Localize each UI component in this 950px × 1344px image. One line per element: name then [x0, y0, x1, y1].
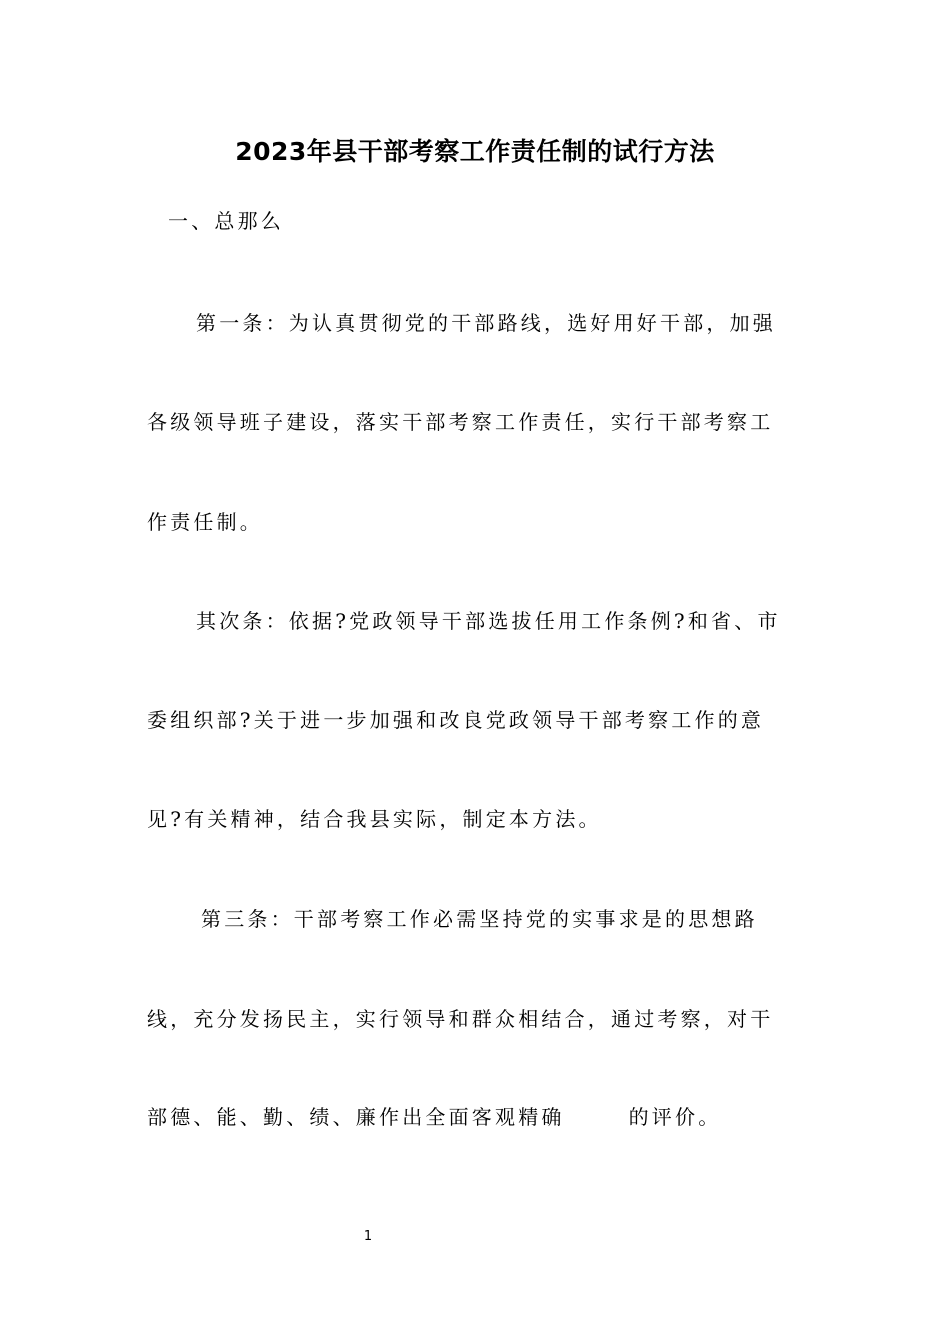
article-3-line-1: 第三条：干部考察工作必需坚持党的实事求是的思想路: [201, 907, 758, 931]
article-2-line-3: 见?有关精神，结合我县实际，制定本方法。: [147, 807, 602, 831]
page-number: 1: [363, 1229, 373, 1244]
article-2-line-1: 其次条：依据?党政领导干部选拔任用工作条例?和省、市: [196, 609, 781, 633]
section-heading: 一、总那么: [168, 209, 284, 233]
article-3-line-2: 线，充分发扬民主，实行领导和群众相结合，通过考察，对干: [147, 1007, 774, 1031]
article-1-line-3: 作责任制。: [147, 510, 263, 534]
article-3-line-3: [147, 1102, 807, 1132]
article-1-line-2: 各级领导班子建设，落实干部考察工作责任，实行干部考察工: [147, 410, 774, 434]
document-title: 2023年县干部考察工作责任制的试行方法: [235, 137, 715, 166]
article-3-line-3-part-2: 的评价。: [628, 1105, 722, 1129]
article-1-line-1: 第一条：为认真贯彻党的干部路线，选好用好干部，加强: [196, 311, 776, 335]
article-3-line-3-part-1: 部德、能、勤、绩、廉作出全面客观精确: [147, 1105, 565, 1129]
article-2-line-2: 委组织部?关于进一步加强和改良党政领导干部考察工作的意: [147, 708, 765, 732]
